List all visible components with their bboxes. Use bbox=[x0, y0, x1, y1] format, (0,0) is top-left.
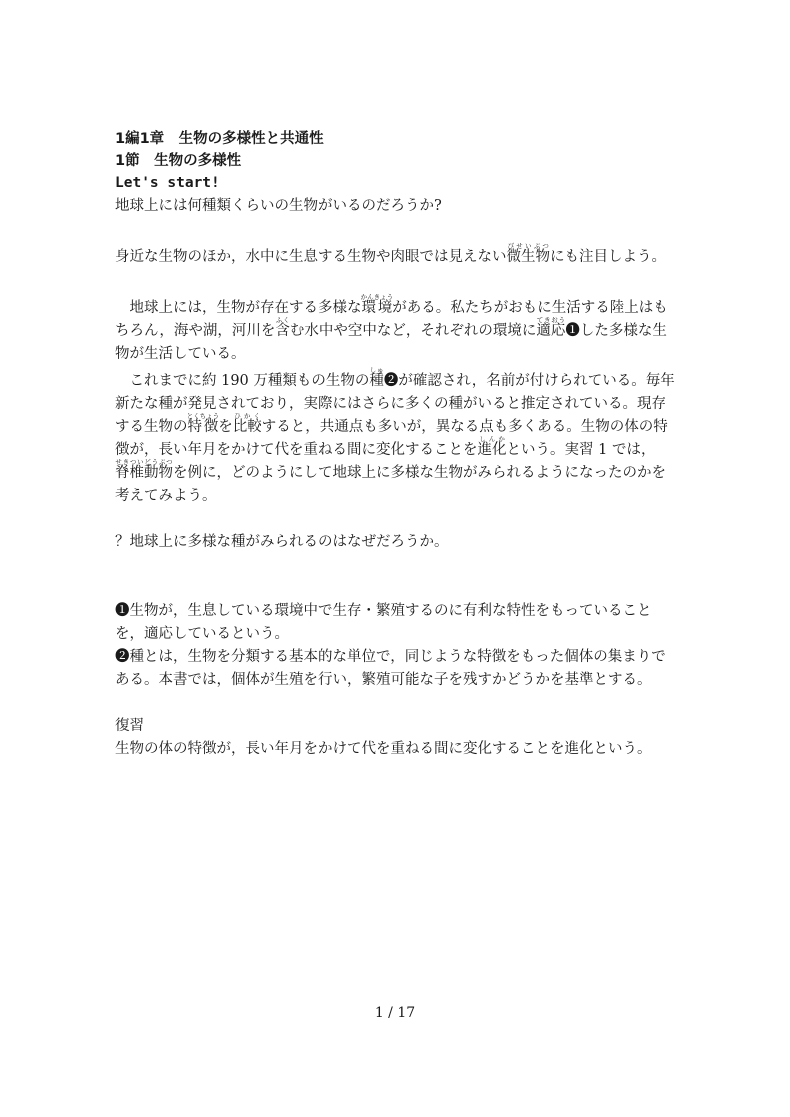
page-number: 1 / 17 bbox=[374, 1005, 416, 1021]
intro-text-after: にも注目しよう。 bbox=[550, 249, 666, 265]
lets-start-label: Let's start! bbox=[115, 175, 220, 191]
body-paragraph-1: 地球上には，生物が存在する多様な環境かんきょうがある。私たちがおもに生活する陸上はもちろん，海や湖，河川を含ふくむ水中や空中など，それぞれの環境に適応てきおう❶した多様な生物が生活している。 bbox=[115, 293, 668, 362]
opening-question: 地球上には何種類くらいの生物がいるのだろうか? bbox=[115, 198, 442, 214]
ruby-include: 含ふく bbox=[275, 316, 290, 339]
body-paragraph-2: これまでに約 190 万種類もの生物の種しゅ❷が確認され，名前が付けられている。毎年新たな種が発見されており，実際にはさらに多くの種がいると推定されている。現存する生物の特徴とくちょうを比較ひかくすると，共通点も多いが，異なる点も多くある。生物の体の特徴が，長い年月をかけて代を重ねる間に変化することを進化しんかという。実習 1 では，脊椎動物せきついどうぶつを例に，どのようにして地球上に多様な生物がみられるようになったのかを考えてみよう。 bbox=[115, 366, 675, 504]
ruby-species: 種しゅ bbox=[369, 366, 384, 389]
intro-text-before: 身近な生物のほか，水中に生息する生物や肉眼では見えない bbox=[115, 249, 507, 265]
ruby-environment: 環境かんきょう bbox=[360, 293, 394, 316]
ruby-evolution: 進化しんか bbox=[477, 435, 507, 458]
chapter-heading: 1編1章 生物の多様性と共通性 bbox=[115, 131, 324, 147]
footnote-1: ❶生物が，生息している環境中で生存・繁殖するのに有利な特性をもっていることを，適応しているという。 bbox=[115, 603, 652, 642]
review-heading: 復習 bbox=[115, 718, 144, 734]
footnotes bbox=[115, 600, 675, 692]
closing-question: ？地球上に多様な種がみられるのはなぜだろうか。 bbox=[115, 534, 449, 550]
section-heading: 1節 生物の多様性 bbox=[115, 153, 242, 169]
intro-paragraph bbox=[115, 242, 675, 269]
ruby-compare: 比較ひかく bbox=[232, 412, 262, 435]
ruby-feature: 特徴とくちょう bbox=[186, 412, 220, 435]
ruby-microorganism: 微生物びせいぶつ bbox=[506, 242, 550, 265]
review-text: 生物の体の特徴が，長い年月をかけて代を重ねる間に変化することを進化という。 bbox=[115, 741, 652, 757]
ruby-vertebrate: 脊椎動物せきついどうぶつ bbox=[115, 458, 173, 481]
ruby-adaptation: 適応てきおう bbox=[536, 316, 566, 339]
footnote-2: ❷種とは，生物を分類する基本的な単位で，同じような特徴をもった個体の集まりである。本書では，個体が生殖を行い，繁殖可能な子を残すかどうかを基準とする。 bbox=[115, 649, 666, 688]
page-content bbox=[115, 128, 675, 761]
